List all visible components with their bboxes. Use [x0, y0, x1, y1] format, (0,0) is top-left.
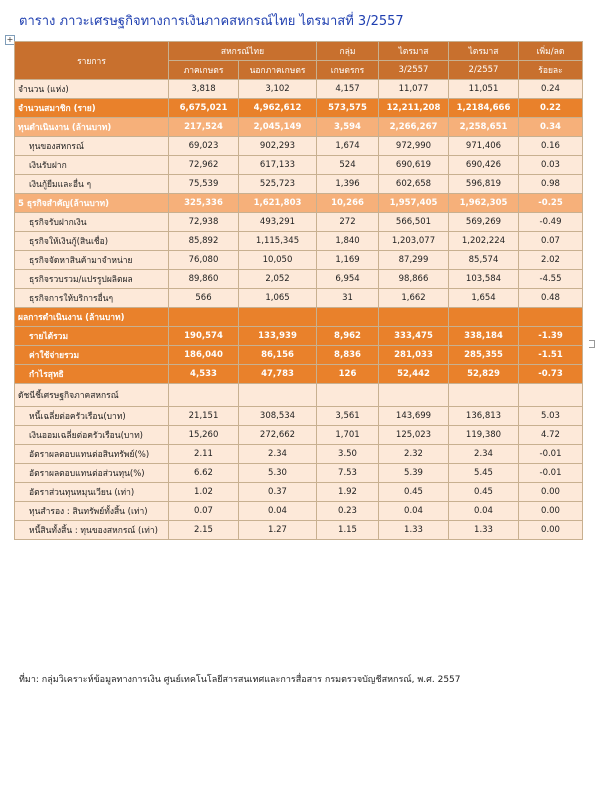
- row-label: หนี้เฉลี่ยต่อครัวเรือน(บาท): [15, 407, 169, 426]
- cell-q-previous: 690,426: [449, 156, 519, 175]
- table-row: [15, 407, 583, 426]
- cell-non-agri: 617,133: [239, 156, 317, 175]
- row-label: เงินกู้ยืมและอื่น ๆ: [15, 175, 169, 194]
- cell-q-previous: 596,819: [449, 175, 519, 194]
- header-group-2: เกษตรกร: [317, 61, 379, 80]
- cell-agri: 89,860: [169, 270, 239, 289]
- cell-change: 0.16: [519, 137, 583, 156]
- table-expand-icon[interactable]: +: [6, 35, 14, 44]
- cell-change: -1.39: [519, 327, 583, 346]
- cell-non-agri: 133,939: [239, 327, 317, 346]
- cell-change: 0.07: [519, 232, 583, 251]
- table-row: [15, 175, 583, 194]
- cell-non-agri: 1.27: [239, 521, 317, 540]
- cell-q-current: 0.04: [379, 502, 449, 521]
- row-label: ธุรกิจการให้บริการอื่นๆ: [15, 289, 169, 308]
- header-change-1: เพิ่ม/ลด: [519, 42, 583, 61]
- cell-farmer-group: 3.50: [317, 445, 379, 464]
- cell-farmer-group: 1,674: [317, 137, 379, 156]
- cell-q-current: 0.45: [379, 483, 449, 502]
- cell-agri: [169, 384, 239, 407]
- cell-farmer-group: 8,836: [317, 346, 379, 365]
- cell-non-agri: 272,662: [239, 426, 317, 445]
- cell-non-agri: [239, 384, 317, 407]
- cell-agri: 1.02: [169, 483, 239, 502]
- table-row: [15, 80, 583, 99]
- cell-q-current: 11,077: [379, 80, 449, 99]
- cell-non-agri: 493,291: [239, 213, 317, 232]
- cell-agri: 76,080: [169, 251, 239, 270]
- cell-change: -4.55: [519, 270, 583, 289]
- cell-non-agri: 525,723: [239, 175, 317, 194]
- cell-change: -0.01: [519, 464, 583, 483]
- row-label: รายได้รวม: [15, 327, 169, 346]
- table-row: [15, 137, 583, 156]
- cell-farmer-group: 1,396: [317, 175, 379, 194]
- row-label: ธุรกิจให้เงินกู้(สินเชื่อ): [15, 232, 169, 251]
- cell-change: 0.03: [519, 156, 583, 175]
- table-row: [15, 213, 583, 232]
- table-row: [15, 327, 583, 346]
- cell-q-current: 690,619: [379, 156, 449, 175]
- cell-farmer-group: 4,157: [317, 80, 379, 99]
- header-item: รายการ: [15, 42, 169, 80]
- cell-change: 0.00: [519, 521, 583, 540]
- table-row: [15, 502, 583, 521]
- row-label: ทุนดำเนินงาน (ล้านบาท): [15, 118, 169, 137]
- row-label: ทุนสำรอง : สินทรัพย์ทั้งสิ้น (เท่า): [15, 502, 169, 521]
- cell-q-current: 98,866: [379, 270, 449, 289]
- cell-agri: 72,938: [169, 213, 239, 232]
- cell-non-agri: 0.37: [239, 483, 317, 502]
- cell-agri: 3,818: [169, 80, 239, 99]
- table-row: [15, 232, 583, 251]
- table-row: [15, 156, 583, 175]
- cell-q-previous: 11,051: [449, 80, 519, 99]
- cell-agri: 4,533: [169, 365, 239, 384]
- cell-non-agri: 1,065: [239, 289, 317, 308]
- cell-non-agri: 1,621,803: [239, 194, 317, 213]
- cell-farmer-group: 0.23: [317, 502, 379, 521]
- cell-q-previous: 103,584: [449, 270, 519, 289]
- cell-agri: 2.15: [169, 521, 239, 540]
- cell-farmer-group: 1,169: [317, 251, 379, 270]
- table-row: [15, 384, 583, 407]
- header-coop-thai: สหกรณ์ไทย: [169, 42, 317, 61]
- cell-q-current: 281,033: [379, 346, 449, 365]
- cell-agri: 6.62: [169, 464, 239, 483]
- cell-q-previous: 85,574: [449, 251, 519, 270]
- cell-change: [519, 384, 583, 407]
- header-change-2: ร้อยละ: [519, 61, 583, 80]
- header-q-current-2: 3/2557: [379, 61, 449, 80]
- table-row: [15, 99, 583, 118]
- cell-change: -0.25: [519, 194, 583, 213]
- cell-q-previous: 0.45: [449, 483, 519, 502]
- cell-non-agri: 3,102: [239, 80, 317, 99]
- cell-change: -0.01: [519, 445, 583, 464]
- cell-q-current: 1,662: [379, 289, 449, 308]
- cell-change: 0.48: [519, 289, 583, 308]
- cell-q-previous: [449, 308, 519, 327]
- cell-agri: 0.07: [169, 502, 239, 521]
- row-label: ดัชนีชี้เศรษฐกิจภาคสหกรณ์: [15, 384, 169, 407]
- cell-change: 5.03: [519, 407, 583, 426]
- cell-agri: 190,574: [169, 327, 239, 346]
- cell-non-agri: 308,534: [239, 407, 317, 426]
- cell-non-agri: 902,293: [239, 137, 317, 156]
- table-row: [15, 251, 583, 270]
- table-row: [15, 308, 583, 327]
- cell-farmer-group: 8,962: [317, 327, 379, 346]
- header-agri: ภาคเกษตร: [169, 61, 239, 80]
- cell-non-agri: 2.34: [239, 445, 317, 464]
- cell-q-current: 333,475: [379, 327, 449, 346]
- cell-change: 0.00: [519, 502, 583, 521]
- cell-change: -0.49: [519, 213, 583, 232]
- cell-change: 0.00: [519, 483, 583, 502]
- cell-agri: 217,524: [169, 118, 239, 137]
- row-label: 5 ธุรกิจสำคัญ(ล้านบาท): [15, 194, 169, 213]
- row-label: จำนวน (แห่ง): [15, 80, 169, 99]
- cell-q-previous: 971,406: [449, 137, 519, 156]
- cell-agri: 2.11: [169, 445, 239, 464]
- table-row: [15, 118, 583, 137]
- row-label: เงินรับฝาก: [15, 156, 169, 175]
- cell-change: 0.98: [519, 175, 583, 194]
- cell-q-current: 2,266,267: [379, 118, 449, 137]
- cell-q-current: 12,211,208: [379, 99, 449, 118]
- header-non-agri: นอกภาคเกษตร: [239, 61, 317, 80]
- cell-q-current: 5.39: [379, 464, 449, 483]
- cell-q-current: 1,203,077: [379, 232, 449, 251]
- cell-agri: 186,040: [169, 346, 239, 365]
- cell-q-previous: 1,962,305: [449, 194, 519, 213]
- cell-q-current: 602,658: [379, 175, 449, 194]
- cell-q-previous: 1,2184,666: [449, 99, 519, 118]
- cell-non-agri: 1,115,345: [239, 232, 317, 251]
- table-row: [15, 483, 583, 502]
- cell-agri: 75,539: [169, 175, 239, 194]
- cell-non-agri: 86,156: [239, 346, 317, 365]
- cell-change: -1.51: [519, 346, 583, 365]
- cell-farmer-group: 3,594: [317, 118, 379, 137]
- cell-q-current: 2.32: [379, 445, 449, 464]
- cell-q-current: 52,442: [379, 365, 449, 384]
- cell-q-previous: 285,355: [449, 346, 519, 365]
- table-row: [15, 270, 583, 289]
- table-row: [15, 346, 583, 365]
- row-label: ธุรกิจรับฝากเงิน: [15, 213, 169, 232]
- cell-q-previous: 1,202,224: [449, 232, 519, 251]
- cell-non-agri: 0.04: [239, 502, 317, 521]
- cell-agri: 325,336: [169, 194, 239, 213]
- cell-farmer-group: 126: [317, 365, 379, 384]
- cell-q-previous: 0.04: [449, 502, 519, 521]
- row-label: จำนวนสมาชิก (ราย): [15, 99, 169, 118]
- table-row: [15, 445, 583, 464]
- table-row: [15, 521, 583, 540]
- row-label: ค่าใช้จ่ายรวม: [15, 346, 169, 365]
- cell-agri: 6,675,021: [169, 99, 239, 118]
- cell-farmer-group: 3,561: [317, 407, 379, 426]
- cell-q-current: 972,990: [379, 137, 449, 156]
- row-label: อัตราผลตอบแทนต่อสินทรัพย์(%): [15, 445, 169, 464]
- table-row: [15, 426, 583, 445]
- cell-q-current: 1,957,405: [379, 194, 449, 213]
- cell-farmer-group: 1.92: [317, 483, 379, 502]
- cell-non-agri: 2,045,149: [239, 118, 317, 137]
- header-q-previous-2: 2/2557: [449, 61, 519, 80]
- cell-q-previous: 52,829: [449, 365, 519, 384]
- cell-change: -0.73: [519, 365, 583, 384]
- row-label: เงินออมเฉลี่ยต่อครัวเรือน(บาท): [15, 426, 169, 445]
- cell-farmer-group: [317, 308, 379, 327]
- cell-agri: 72,962: [169, 156, 239, 175]
- cell-farmer-group: 7.53: [317, 464, 379, 483]
- cell-q-previous: 1,654: [449, 289, 519, 308]
- cell-q-previous: 136,813: [449, 407, 519, 426]
- cell-q-current: 125,023: [379, 426, 449, 445]
- cell-q-current: 87,299: [379, 251, 449, 270]
- table-resize-handle[interactable]: [589, 340, 595, 348]
- cell-farmer-group: 6,954: [317, 270, 379, 289]
- cell-q-previous: 2,258,651: [449, 118, 519, 137]
- cell-farmer-group: 31: [317, 289, 379, 308]
- header-q-current-1: ไตรมาส: [379, 42, 449, 61]
- cell-q-previous: 1.33: [449, 521, 519, 540]
- header-group-1: กลุ่ม: [317, 42, 379, 61]
- cooperative-economy-table: [14, 41, 583, 540]
- row-label: ธุรกิจรวบรวม/แปรรูปผลิตผล: [15, 270, 169, 289]
- row-label: ธุรกิจจัดหาสินค้ามาจำหน่าย: [15, 251, 169, 270]
- cell-q-previous: 5.45: [449, 464, 519, 483]
- row-label: ทุนของสหกรณ์: [15, 137, 169, 156]
- cell-q-previous: 119,380: [449, 426, 519, 445]
- header-q-previous-1: ไตรมาส: [449, 42, 519, 61]
- cell-non-agri: 10,050: [239, 251, 317, 270]
- cell-q-previous: [449, 384, 519, 407]
- cell-farmer-group: 10,266: [317, 194, 379, 213]
- cell-q-current: [379, 384, 449, 407]
- cell-change: [519, 308, 583, 327]
- cell-non-agri: 2,052: [239, 270, 317, 289]
- cell-change: 4.72: [519, 426, 583, 445]
- row-label: อัตราส่วนทุนหมุนเวียน (เท่า): [15, 483, 169, 502]
- table-row: [15, 194, 583, 213]
- source-note: ที่มา: กลุ่มวิเคราะห์ข้อมูลทางการเงิน ศูนย์เทคโนโลยีสารสนเทศและการสื่อสาร กรมตรวจบัญชีสหกรณ์, พ.ศ. 2557: [19, 675, 461, 685]
- cell-farmer-group: [317, 384, 379, 407]
- cell-change: 2.02: [519, 251, 583, 270]
- cell-non-agri: [239, 308, 317, 327]
- cell-agri: 21,151: [169, 407, 239, 426]
- cell-q-current: 1.33: [379, 521, 449, 540]
- cell-agri: [169, 308, 239, 327]
- cell-change: 0.24: [519, 80, 583, 99]
- cell-farmer-group: 524: [317, 156, 379, 175]
- page-title: ตาราง ภาวะเศรษฐกิจทางการเงินภาคสหกรณ์ไทย ไตรมาสที่ 3/2557: [19, 14, 404, 29]
- cell-change: 0.22: [519, 99, 583, 118]
- row-label: กำไรสุทธิ: [15, 365, 169, 384]
- cell-q-previous: 338,184: [449, 327, 519, 346]
- row-label: หนี้สินทั้งสิ้น : ทุนของสหกรณ์ (เท่า): [15, 521, 169, 540]
- table-row: [15, 464, 583, 483]
- cell-farmer-group: 1.15: [317, 521, 379, 540]
- cell-farmer-group: 573,575: [317, 99, 379, 118]
- cell-agri: 69,023: [169, 137, 239, 156]
- cell-q-previous: 2.34: [449, 445, 519, 464]
- cell-agri: 85,892: [169, 232, 239, 251]
- cell-q-current: 566,501: [379, 213, 449, 232]
- cell-farmer-group: 1,840: [317, 232, 379, 251]
- cell-agri: 15,260: [169, 426, 239, 445]
- cell-q-current: 143,699: [379, 407, 449, 426]
- cell-change: 0.34: [519, 118, 583, 137]
- row-label: ผลการดำเนินงาน (ล้านบาท): [15, 308, 169, 327]
- table-row: [15, 289, 583, 308]
- cell-q-previous: 569,269: [449, 213, 519, 232]
- cell-non-agri: 4,962,612: [239, 99, 317, 118]
- cell-farmer-group: 272: [317, 213, 379, 232]
- table-row: [15, 365, 583, 384]
- cell-non-agri: 47,783: [239, 365, 317, 384]
- cell-q-current: [379, 308, 449, 327]
- row-label: อัตราผลตอบแทนต่อส่วนทุน(%): [15, 464, 169, 483]
- cell-agri: 566: [169, 289, 239, 308]
- cell-farmer-group: 1,701: [317, 426, 379, 445]
- cell-non-agri: 5.30: [239, 464, 317, 483]
